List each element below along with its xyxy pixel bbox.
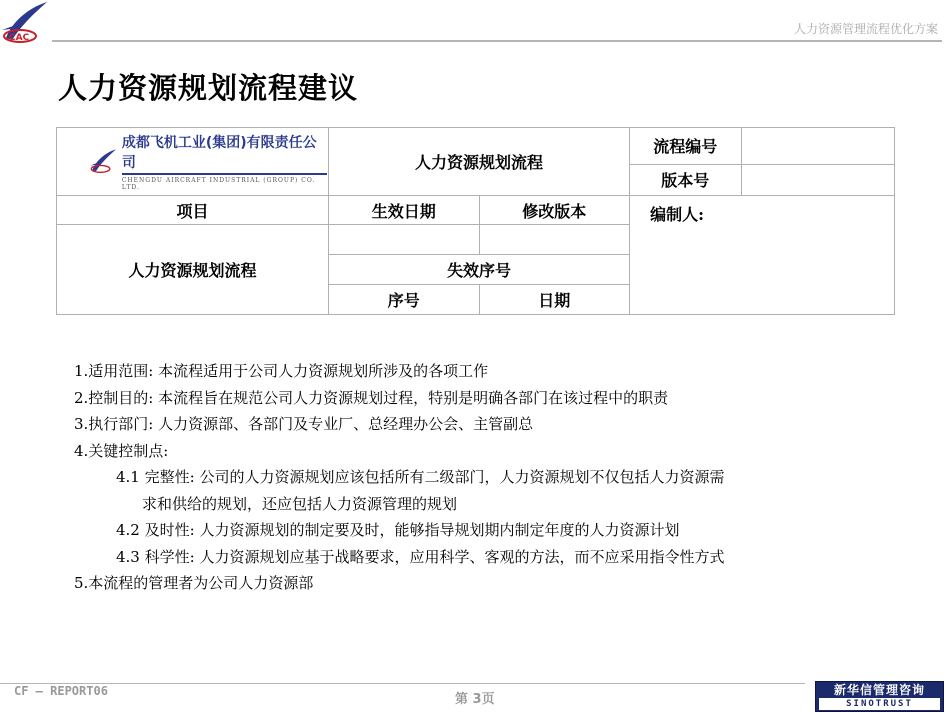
- effective-date-value: [329, 225, 480, 255]
- page-number: 第 3页: [455, 692, 495, 707]
- expiry-label: 失效序号: [329, 255, 630, 285]
- seq-label: 序号: [329, 285, 480, 315]
- editor-cell: 编制人:: [630, 196, 895, 315]
- list-item-timeliness: 4.2 及时性: 人力资源规划的制定要及时，能够指导规划期内制定年度的人力资源计划: [116, 521, 680, 539]
- process-no-label: 流程编号: [630, 128, 741, 165]
- brand-logo: [815, 681, 944, 712]
- list-item-key-controls: 4.关键控制点:: [74, 441, 169, 460]
- process-name-cell: 人力资源规划流程: [329, 128, 630, 196]
- company-emblem-icon: [89, 147, 118, 177]
- version-label: 版本号: [630, 164, 741, 195]
- list-item-owner: 5.本流程的管理者为公司人力资源部: [74, 574, 314, 592]
- page-title: 人力资源规划流程建议: [58, 71, 359, 105]
- process-notes: [74, 358, 914, 597]
- version-value: [741, 164, 895, 195]
- list-item-scientific: 4.3 科学性: 人力资源规划应基于战略要求，应用科学、客观的方法，而不应采用指令性方式: [116, 547, 725, 566]
- header-rule: [52, 40, 942, 42]
- list-item-purpose: 2.控制目的: 本流程旨在规范公司人力资源规划过程，特别是明确各部门在该过程中的职责: [74, 388, 669, 407]
- process-no-value: [741, 128, 895, 165]
- company-name-en: CHENGDU AIRCRAFT INDUSTRIAL (GROUP) CO. LTD.: [121, 177, 316, 191]
- col-revision: 修改版本: [479, 196, 630, 225]
- revision-value: [479, 225, 630, 255]
- col-item: 项目: [57, 196, 329, 225]
- list-item-departments: 3.执行部门: 人力资源部、各部门及专业厂、总经理办公会、主管副总: [74, 415, 534, 433]
- company-name-cn: 成都飞机工业(集团)有限责任公司: [121, 135, 317, 171]
- list-item-completeness-cont: 求和供给的规划，还应包括人力资源管理的规划: [142, 494, 458, 513]
- report-code: CF — REPORT06: [14, 684, 108, 698]
- company-name-rule: [122, 173, 327, 175]
- process-form-table: [56, 127, 895, 315]
- footer-rule: [0, 683, 805, 684]
- company-logo: [0, 0, 50, 48]
- company-cell: [57, 128, 329, 196]
- document-name: 人力资源管理流程优化方案: [793, 22, 938, 36]
- item-value: 人力资源规划流程: [57, 225, 329, 315]
- list-item-scope: 1.适用范围: 本流程适用于公司人力资源规划所涉及的各项工作: [74, 362, 489, 380]
- brand-name-cn: 新华信管理咨询: [833, 683, 925, 697]
- col-effective-date: 生效日期: [329, 196, 480, 225]
- svg-text:CAC: CAC: [9, 33, 30, 43]
- brand-name-en: SINOTRUST: [819, 698, 940, 710]
- list-item-completeness: 4.1 完整性: 公司的人力资源规划应该包括所有二级部门，人力资源规划不仅包括人力资源需: [116, 468, 725, 486]
- date-label: 日期: [479, 285, 630, 315]
